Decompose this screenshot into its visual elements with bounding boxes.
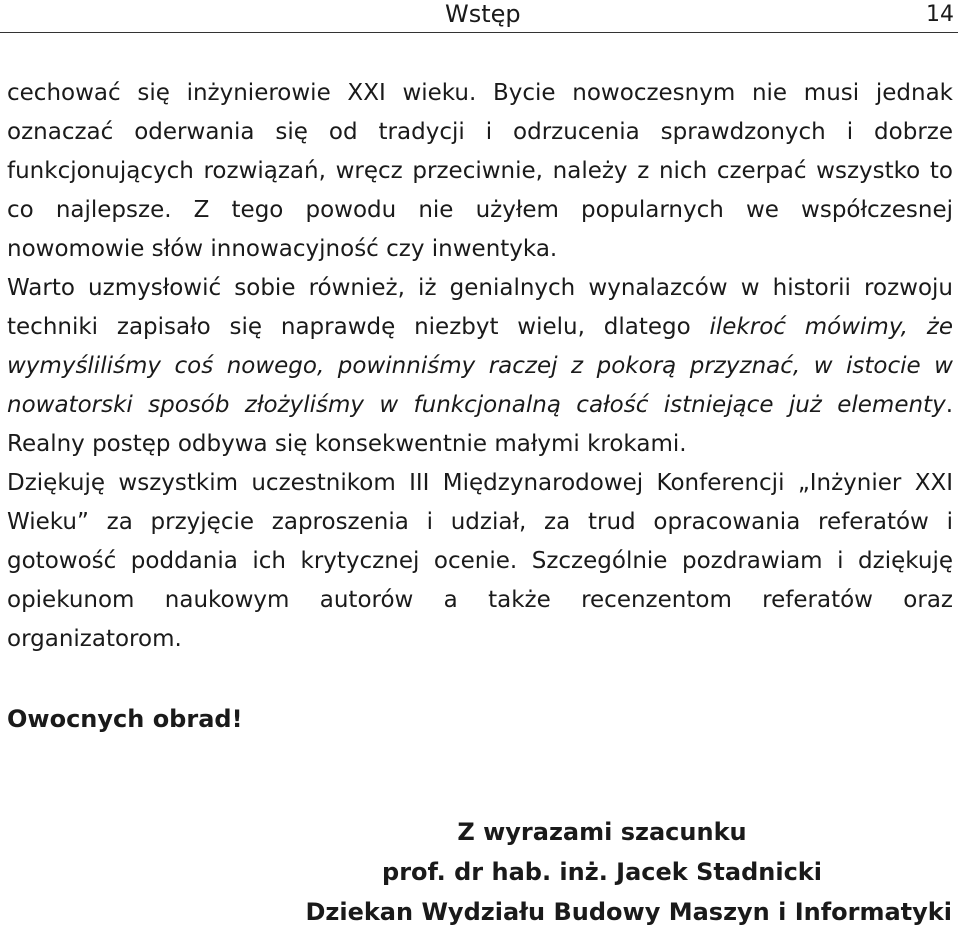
paragraph-3: Dziękuję wszystkim uczestnikom III Międzynarodowej Konferencji „Inżynier XXI Wieku” za przyjęcie zaproszenia i udział, za trud opracowania referatów i gotowość poddania ich krytycznej ocenie. Szczególnie pozdrawiam i dziękuję opiekunom naukowym autorów a także recenzentom referatów oraz organizatorom. — [7, 470, 953, 652]
signature-block — [252, 812, 952, 932]
paragraph-2-start: Warto uzmysłowić sobie również, iż genialnych wynalazców w historii rozwoju techniki zapisało się naprawdę niezbyt wielu, dlatego — [7, 275, 953, 340]
paragraph-2-italic: ilekroć mówimy, że wymyśliliśmy coś nowego, powinniśmy raczej z pokorą przyznać, w istocie w nowatorski sposób złożyliśmy w funkcjonalną całość istniejące już elementy — [7, 314, 953, 418]
page-header — [0, 0, 958, 33]
paragraph-2 — [7, 269, 953, 464]
page-number: 14 — [926, 2, 954, 27]
signature-name: prof. dr hab. inż. Jacek Stadnicki — [382, 858, 822, 886]
paragraph-1: cechować się inżynierowie XXI wieku. Bycie nowoczesnym nie musi jednak oznaczać oderwania się od tradycji i odrzucenia sprawdzonych i dobrze funkcjonujących rozwiązań, wręcz przeciwnie, należy z nich czerpać wszystko to co najlepsze. Z tego powodu nie użyłem popularnych we współczesnej nowomowie słów innowacyjność czy inwentyka. — [7, 80, 953, 262]
signature-title: Dziekan Wydziału Budowy Maszyn i Informatyki — [305, 898, 952, 926]
signature-salutation: Z wyrazami szacunku — [457, 818, 747, 846]
paragraph-2-end: . Realny postęp odbywa się konsekwentnie małymi krokami. — [7, 392, 953, 457]
closing-greeting: Owocnych obrad! — [7, 705, 243, 733]
document-body — [7, 74, 953, 739]
header-title: Wstęp — [445, 0, 521, 28]
